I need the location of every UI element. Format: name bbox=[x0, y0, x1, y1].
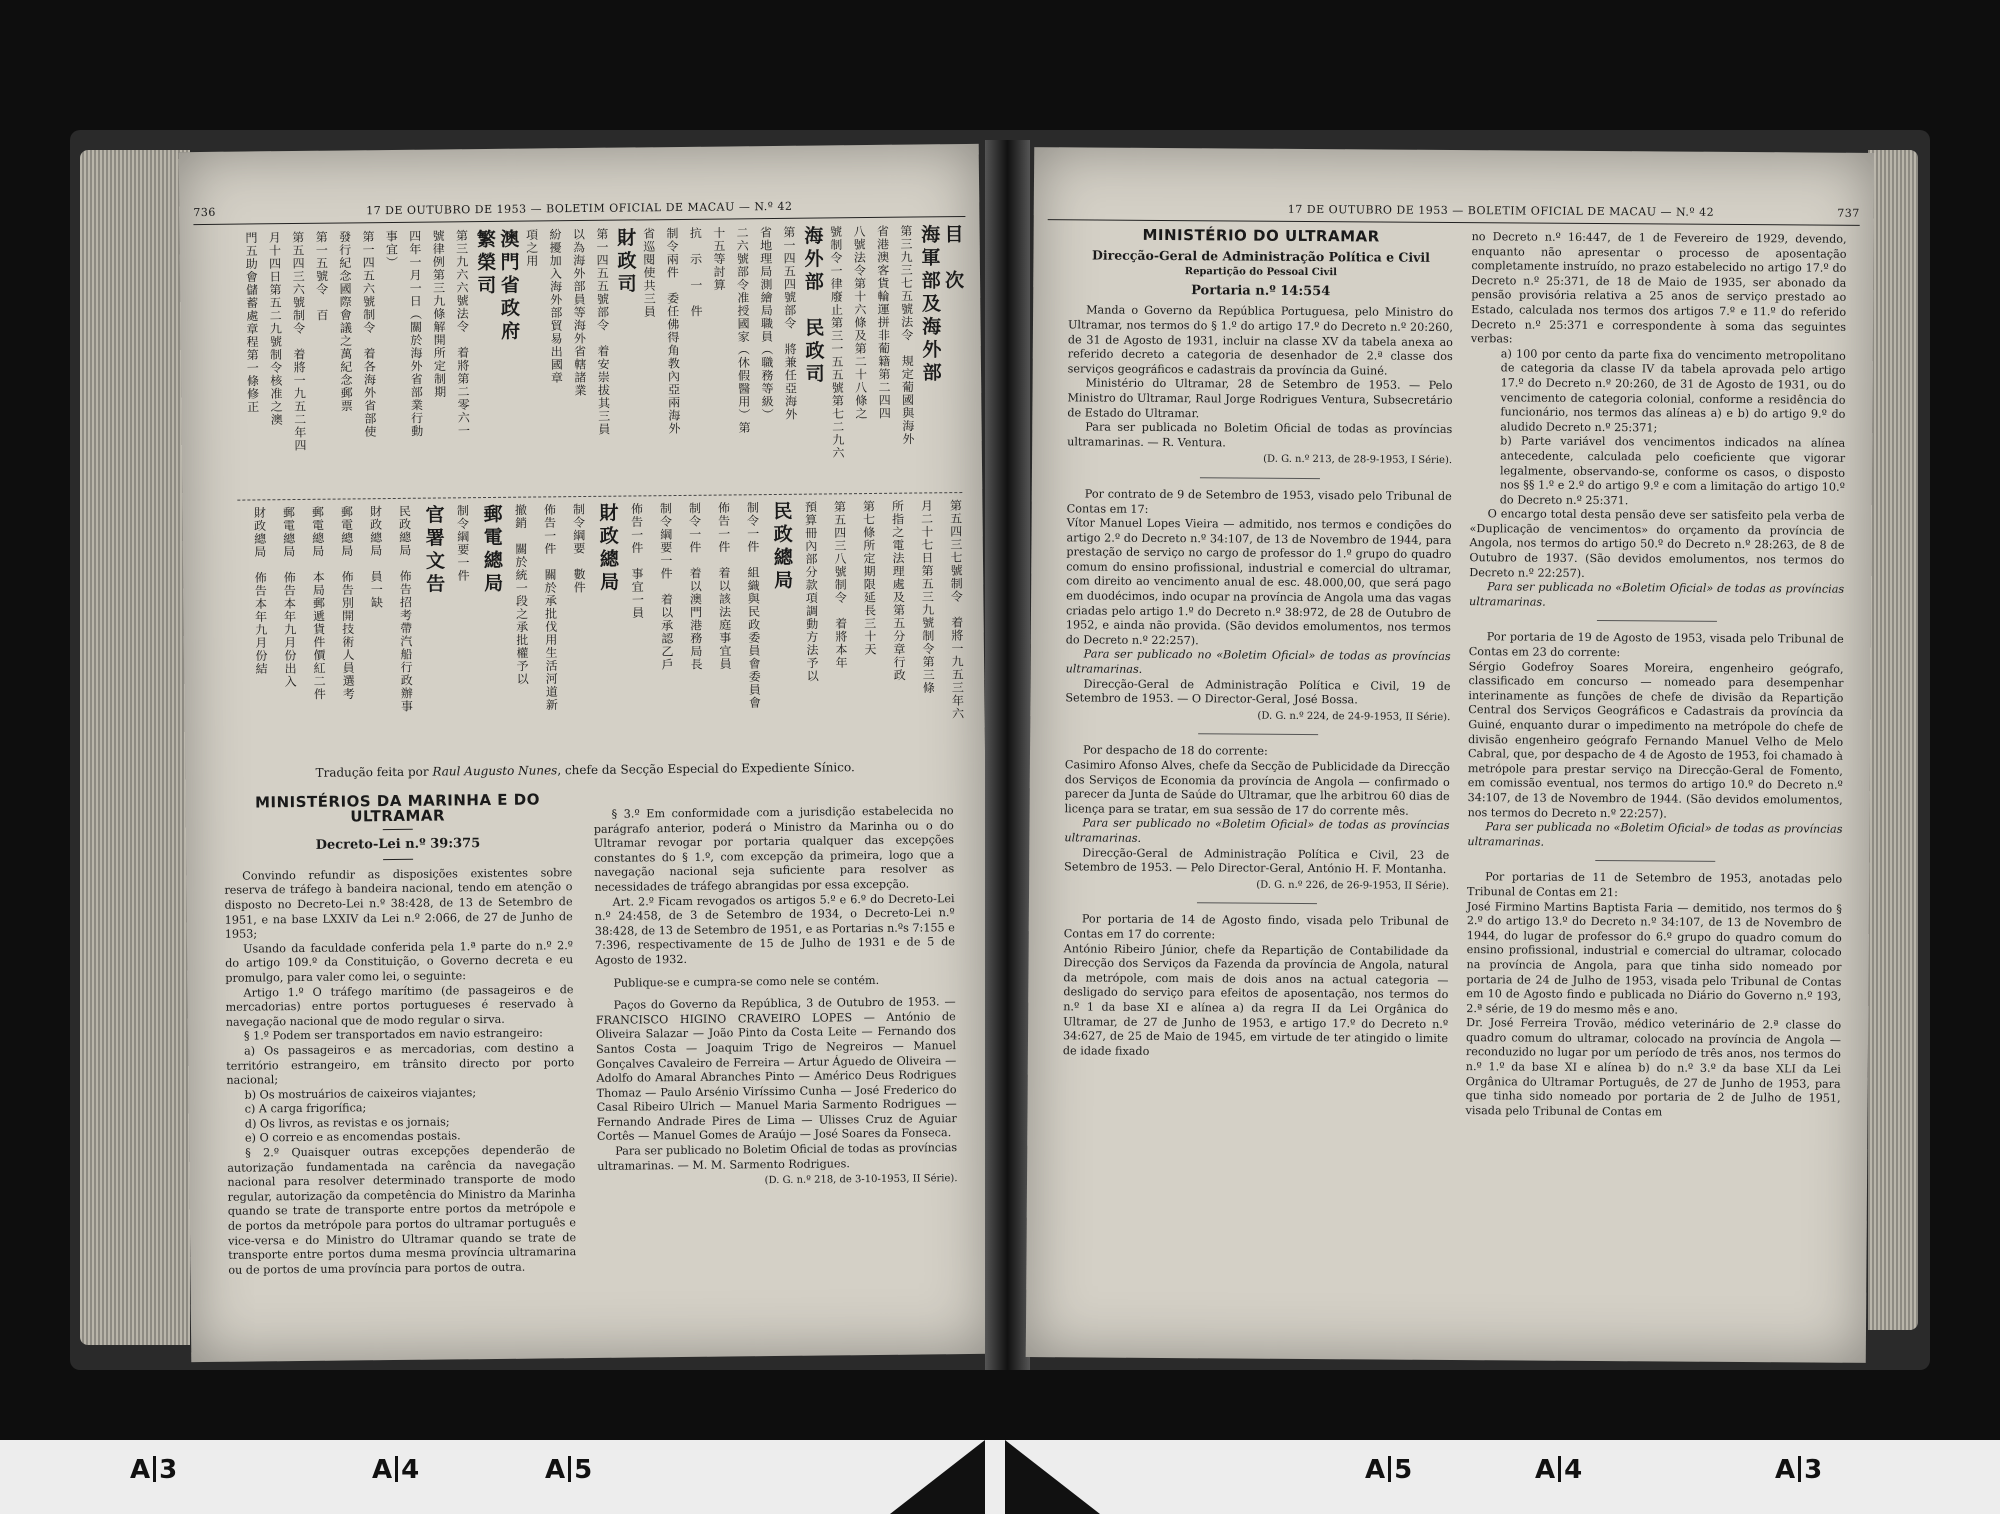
chinese-column: 民政總局 佈告招考帶汽船行政辦事 bbox=[397, 504, 414, 713]
portaria-paragraph: António Ribeiro Júnior, chefe da Repartição de Contabilidade da Direcção dos Serviços da Fazenda da província de Angola, natural da metrópole, com mais de dois anos na actual categoria — desligado do serviço para efeitos de aposentação, nos termos do n.º 1 da base XI e alínea a) da regra II da Lei Orgânica do Ultramar, de 27 de Junho de 1953, e artigo 17.º do Decreto n.º 34:627, de 25 de Maio de 1945, em virtude de ter atingido o limite de idade fixado bbox=[1062, 941, 1449, 1058]
microfilm-mark: A 3 bbox=[130, 1455, 178, 1485]
page-edges-left bbox=[80, 150, 190, 1345]
center-fold-marker bbox=[890, 1440, 1100, 1514]
portaria-paragraph: Direcção-Geral de Administração Política e Civil, 19 de Setembro de 1953. — O Director-Geral, José Bossa. bbox=[1065, 677, 1451, 707]
chinese-column: 佈告一件 事宜一員 bbox=[629, 502, 645, 620]
decree-paragraph: Art. 2.º Ficam revogados os artigos 5.º e 6.º do Decreto-Lei n.º 24:458, de 3 de Setembro de 1934, o Decreto-Lei n.º 38:428, de 13 de Setembro de 1951, e as Portarias n.ºs 7:155 e 7:396, respectivamente de 15 de Julho de 1931 e de 5 de Agosto de 1932. bbox=[594, 891, 956, 967]
chinese-column: 第五四三六號制令 着將一九五二年四 bbox=[290, 230, 308, 453]
chinese-column: 十五等討算 bbox=[711, 226, 727, 292]
chinese-column: 第五四三八號制令 着將本年 bbox=[832, 500, 849, 670]
left-page bbox=[179, 144, 992, 1362]
chinese-column: 第三九三七五號法令 規定葡國與海外 bbox=[898, 224, 916, 446]
portaria-paragraph: O encargo total desta pensão deve ser satisfeito pela verba de «Duplicação de vencimentos» do orçamento da província de Angola, nos termos do artigo 50.º do Decreto n.º 28:263, de 8 de Outubro de 1937. (São devidos emolumentos, nos termos do Decreto n.º 22:257). bbox=[1469, 507, 1845, 580]
portaria-paragraph: Por despacho de 18 do corrente: bbox=[1082, 743, 1268, 759]
section-title: Repartição do Pessoal Civil bbox=[1184, 266, 1337, 279]
section-divider bbox=[1199, 477, 1319, 479]
decree-title: Decreto-Lei n.º 39:375 bbox=[315, 836, 481, 854]
portaria-paragraph: Para ser publicado no «Boletim Oficial» de todas as províncias ultramarinas. bbox=[1065, 647, 1451, 676]
portaria-paragraph: Por contrato de 9 de Setembro de 1953, visado pelo Tribunal de Contas em 17: bbox=[1066, 487, 1452, 516]
microfilm-mark: A 5 bbox=[545, 1455, 593, 1485]
right-column-2 bbox=[1465, 230, 1846, 1121]
decree-paragraph: d) Os livros, as revistas e os jornais; bbox=[244, 1115, 450, 1131]
chinese-column: 海軍部及海外部 bbox=[918, 224, 942, 386]
chinese-column: 項之用 bbox=[524, 228, 539, 268]
chinese-column: 財政司 bbox=[614, 227, 637, 297]
chinese-column: 號律例第三九條解開所定制期 bbox=[430, 229, 447, 399]
microfilm-mark: A 4 bbox=[1535, 1455, 1583, 1485]
decree-paragraph: Para ser publicado no Boletim Oficial de todas as províncias ultramarinas. — M. M. Sarmento Rodrigues. bbox=[597, 1141, 958, 1173]
chinese-column: 省港澳客貨輪運拼非葡籍第二四四 bbox=[875, 224, 892, 420]
chinese-column: 財政總局 員一缺 bbox=[368, 505, 384, 610]
publication-reference: (D. G. n.º 218, de 3-10-1953, II Série). bbox=[764, 1173, 958, 1187]
chinese-column: 省地理局測繪局職員（職務等級） bbox=[758, 226, 775, 422]
right-page bbox=[1026, 147, 1874, 1363]
chinese-column: 事宜） bbox=[384, 229, 399, 270]
portaria-paragraph: Direcção-Geral de Administração Política e Civil, 23 de Setembro de 1953. — Pelo Director-Geral, António H. F. Montanha. bbox=[1064, 845, 1450, 877]
direction-title: Direcção-Geral de Administração Política e Civil bbox=[1092, 247, 1430, 265]
portaria-paragraph: Manda o Governo da República Portuguesa, pelo Ministro do Ultramar, nos termos do § 1.º do artigo 17.º do Decreto n.º 20:260, de 31 de Agosto de 1931, incluir na classe XV da tabela anexa ao referido decreto a categoria de desenhador de 2.ª classe dos serviços geográficos e cadastrais da província da Guiné. bbox=[1067, 303, 1454, 378]
decree-paragraph: a) Os passageiros e as mercadorias, com destino a território estrangeiro, em trânsito directo por porto nacional; bbox=[226, 1041, 575, 1087]
portaria-paragraph: Por portaria de 14 de Agosto findo, visada pelo Tribunal de Contas em 17 do corrente: bbox=[1063, 912, 1449, 942]
chinese-column: 郵電總局 本局郵遞貨件價紅二件 bbox=[310, 505, 327, 701]
decree-paragraph: § 1.º Podem ser transportados em navio estrangeiro: bbox=[243, 1026, 543, 1043]
chinese-column: 撤銷 關於統一段之承批權予以 bbox=[513, 503, 530, 686]
chinese-column: 第一四五六號制令 着各海外省部使 bbox=[360, 230, 378, 439]
chinese-column: 第一五號令 百 bbox=[314, 230, 330, 322]
chinese-column: 財政總局 佈告本年九月份結 bbox=[252, 506, 269, 676]
portaria-paragraph: b) Parte variável dos vencimentos indicados na alínea antecedente, calculada pelo coeficiente que vigorar legalmente, observando-se, conforme os casos, o disposto nos §§ 1.º e 2.º do artigo 9.º e com a limitação do artigo 10.º do Decreto n.º 25:371. bbox=[1499, 434, 1846, 507]
portaria-paragraph: Para ser publicada no «Boletim Oficial» de todas as províncias ultramarinas. bbox=[1469, 580, 1845, 609]
chinese-column: 號制令一律廢止第三一五五號第七二九六 bbox=[828, 225, 846, 460]
portaria-paragraph: Por portaria de 19 de Agosto de 1953, visada pelo Tribunal de Contas em 23 do corrente: bbox=[1468, 630, 1844, 660]
section-divider bbox=[1595, 860, 1715, 862]
microfilm-mark: A 3 bbox=[1775, 1455, 1823, 1485]
portaria-paragraph: Para ser publicada no «Boletim Oficial» de todas as províncias ultramarinas. bbox=[1467, 820, 1843, 849]
decree-paragraph: Artigo 1.º O tráfego marítimo (de passageiros e de mercadorias) entre portos portugueses é reservado à navegação nacional que de modo regular o sirva. bbox=[225, 982, 574, 1029]
section-divider bbox=[1198, 734, 1318, 736]
decree-paragraph: Convindo refundir as disposições existentes sobre reserva de tráfego à bandeira nacional, tendo em atenção o disposto no Decreto-Lei n.º 38:428, de 13 de Setembro de 1951, e na base LXXIV da Lei n.º 2:066, de 27 de Junho de 1953; bbox=[224, 865, 573, 941]
chinese-column: 海外部 民政司 bbox=[801, 225, 825, 387]
chinese-column: 官署文告 bbox=[422, 504, 446, 597]
chinese-column: 門五助會儲蓄處章程第一條修正 bbox=[243, 231, 260, 414]
decree-paragraph: c) A carga frigorífica; bbox=[244, 1101, 367, 1116]
chinese-column: 發行紀念國際會議之萬紀念郵票 bbox=[337, 230, 354, 413]
chinese-column: 郵電總局 bbox=[480, 503, 504, 597]
chinese-column: 第一四五四號部令 將兼任亞海外 bbox=[781, 225, 798, 421]
chinese-column: 佈告一件 着以該法庭事宜員 bbox=[716, 501, 733, 671]
chinese-column: 預算冊內部分款項調動方法予以 bbox=[803, 500, 820, 683]
page-edges-right bbox=[1868, 150, 1918, 1330]
decree-paragraph: b) Os mostruários de caixeiros viajantes; bbox=[244, 1085, 477, 1102]
chinese-column: 財政總局 bbox=[596, 502, 620, 595]
decree-paragraph: Publique-se e cumpra-se como nele se contém. bbox=[613, 973, 880, 990]
chinese-column: 佈告一件 關於承批伐用生活河道新 bbox=[542, 503, 559, 712]
chinese-column: 月二十七日第五三九號制令第三條 bbox=[919, 499, 936, 695]
publication-reference: (D. G. n.º 226, de 26-9-1953, II Série). bbox=[1256, 879, 1450, 892]
chinese-column: 制令兩件 委任佛得角教內亞兩海外 bbox=[664, 226, 682, 436]
portaria-paragraph: Ministério do Ultramar, 28 de Setembro de 1953. — Pelo Ministro do Ultramar, Raul Jorge Rodrigues Ventura, Subsecretário de Estado do Ultramar. bbox=[1067, 376, 1453, 420]
section-divider bbox=[1596, 620, 1716, 622]
chinese-column: 目 次 bbox=[941, 224, 965, 294]
chinese-column: 紛擾加入海外部貿易出國章 bbox=[547, 228, 564, 385]
chinese-column: 省巡閱使共三員 bbox=[641, 227, 657, 319]
book-spine bbox=[985, 140, 1030, 1370]
microfilm-mark: A 4 bbox=[372, 1455, 420, 1485]
decree-paragraph: Paços do Governo da República, 3 de Outubro de 1953. — FRANCISCO HIGINO CRAVEIRO LOPES — António de Oliveira Salazar — João Pinto da Costa Leite — Fernando dos Santos Costa — Joaquim Trigo de Negreiros — Manuel Gonçalves Cavaleiro de Ferreira — Artur Águedo de Oliveira — Adolfo do Amaral Abranches Pinto — Américo Deus Rodrigues Thomaz — Paulo Arsénio Viríssimo Cunha — José Frederico do Casal Ribeiro Ulrich — Manuel Maria Sarmento Rodrigues — Fernando Andrade Pires de Lima — Ulisses Cruz de Aguiar Cortês — Manuel Gomes de Araújo — José Soares da Fonseca. bbox=[595, 995, 957, 1144]
chinese-column: 制令綱要 數件 bbox=[571, 502, 587, 595]
ministry-title: MINISTÉRIOS DA MARINHA E DO ULTRAMAR bbox=[254, 790, 541, 826]
chinese-column: 制令綱要一件 着以承認乙戶 bbox=[658, 502, 675, 672]
chinese-column: 第七條所定期限延長三十天 bbox=[861, 499, 877, 657]
microfilm-mark: A 5 bbox=[1365, 1455, 1413, 1485]
right-column-1 bbox=[1063, 227, 1454, 1061]
running-title: 17 DE OUTUBRO DE 1953 — BOLETIM OFICIAL DE MACAU — N.º 42 bbox=[1287, 202, 1715, 219]
chinese-column: 郵電總局 佈告別開技術人員選考 bbox=[339, 505, 356, 701]
chinese-column: 第一四五五號部令 着安崇拔其三員 bbox=[594, 227, 611, 436]
portaria-paragraph: no Decreto n.º 16:447, de 1 de Fevereiro de 1929, devendo, enquanto não apresentar o processo de aposentação completamente instruído, no prazo estabelecido no artigo 17.º do Decreto n.º 25:371, de 18 de Maio de 1935, ser abonado da pensão provisória relativa a 25 anos de serviço prestado ao Estado, calculada nos termos dos artigos 7.º e 11.º do referido Decreto n.º 25:371 e correspondente à soma das seguintes verbas: bbox=[1470, 230, 1847, 346]
portaria-paragraph: Vítor Manuel Lopes Vieira — admitido, nos termos e condições do artigo 2.º do Decreto n.º 34:107, de 13 de Novembro de 1944, para prestação de serviço no cargo de professor do 1.º grupo do quadro comum do ensino profissional, industrial e comercial do ultramar, com direito ao vencimento anual de esc. 48.000,00, que será pago em duodécimos, indo ocupar na província de Angola uma das vagas criadas pelo artigo 1.º do Decreto n.º 38:972, de 28 de Outubro de 1952, e ainda não provida. (São devidos emolumentos, nos termos do Decreto n.º 22:257). bbox=[1065, 516, 1452, 648]
chinese-column: 八號法令第十六條及第二十八條之 bbox=[851, 225, 868, 421]
left-column bbox=[223, 792, 576, 1278]
chinese-column: 澳門省政府 bbox=[497, 228, 521, 344]
portaria-paragraph: Sérgio Godefroy Soares Moreira, engenheiro geógrafo, classificado em concurso — nomeado para desempenhar interinamente as funções de chefe de divisão da Repartição Central dos Serviços Geográficos e Cadastrais da província da Guiné, enquanto durar o impedimento na metrópole do chefe de divisão engenheiro geógrafo Fernando Manuel Velho de Melo Cabral, que, por despacho de 4 de Agosto de 1953, foi chamado à metrópole para prestar serviço na Direcção-Geral de Fomento, em comissão eventual, nos termos do artigo 10.º do Decreto n.º 34:107, de 13 de Novembro de 1944. (São devidos emolumentos, nos termos do Decreto n.º 22:257). bbox=[1467, 659, 1844, 821]
chinese-column: 第五四三七號制令 着將一九五三年六 bbox=[948, 499, 965, 721]
portaria-paragraph: Casimiro Afonso Alves, chefe da Secção de Publicidade da Direcção dos Serviços de Economia da província de Angola — confirmado o parecer da Junta de Saúde do Ultramar, que lhe arbitrou 60 dias de licença para se tratar, em sua sessão de 17 do corrente mês. bbox=[1064, 758, 1450, 818]
translation-credit: Tradução feita por Raul Augusto Nunes, chefe da Secção Especial do Expediente Sínico. bbox=[315, 760, 855, 780]
chinese-column: 四年一月一日（關於海外省部業行動 bbox=[407, 229, 424, 438]
decree-text-col2 bbox=[594, 804, 958, 1174]
portaria-title: Portaria n.º 14:554 bbox=[1191, 282, 1331, 299]
chinese-column: 制令綱要一件 bbox=[455, 504, 471, 583]
left-page-header bbox=[193, 198, 965, 226]
chinese-column: 制令一件 着以澳門港務局長 bbox=[687, 501, 704, 671]
right-column bbox=[594, 804, 958, 1191]
portaria-paragraph: José Firmino Martins Baptista Faria — demitido, nos termos do § 2.º do artigo 13.º do Decreto n.º 34:107, de 13 de Novembro de 1944, do lugar de professor do 6.º grupo do quadro comum do ensino profissional, industrial e comercial do ultramar, colocado na província de Angola, para que tinha sido nomeado por portaria de 24 de Julho de 1953, visada pelo Tribunal de Contas em 10 de Agosto findo e publicada no Diário do Governo n.º 193, 2.ª série, de 19 do mesmo mês e ano. bbox=[1466, 899, 1842, 1017]
publication-reference: (D. G. n.º 213, de 28-9-1953, I Série). bbox=[1263, 454, 1453, 467]
page-number: 737 bbox=[1837, 206, 1860, 220]
chinese-column: 郵電總局 佈告本年九月份出入 bbox=[281, 506, 298, 689]
portaria-paragraph: Para ser publicado no «Boletim Oficial» de todas as províncias ultramarinas. bbox=[1064, 816, 1450, 845]
chinese-table-of-contents bbox=[235, 224, 966, 767]
decree-paragraph: § 2.º Quaisquer outras excepções dependerão de autorização fundamentada na carência da navegação nacional para resolver determinado transporte de modo regular, autorização da competência do Ministro da Marinha quando se trate de transporte entre portos da metrópole e de portos da metrópole para portos do ultramar português e vice-versa e do Ministro do Ultramar quando se trate de transporte entre portos duma mesma província ultramarina ou de portos de uma província para portos de outra. bbox=[227, 1143, 577, 1277]
section-divider bbox=[1196, 903, 1316, 905]
chinese-column: 抗 示 一 件 bbox=[688, 226, 704, 318]
chinese-column: 二六號部令准授國家（休假醫用）第 bbox=[735, 226, 752, 435]
portaria-paragraph: Para ser publicada no Boletim Oficial de todas as províncias ultramarinas. — R. Ventura. bbox=[1067, 420, 1453, 450]
ministry-title: MINISTÉRIO DO ULTRAMAR bbox=[1142, 225, 1380, 246]
decree-paragraph: e) O correio e as encomendas postais. bbox=[244, 1129, 461, 1146]
portaria-paragraph: Por portarias de 11 de Setembro de 1953, anotadas pelo Tribunal de Contas em 21: bbox=[1467, 870, 1843, 900]
decree-paragraph: § 3.º Em conformidade com a jurisdição estabelecida no parágrafo anterior, poderá o Ministro da Marinha ou o do Ultramar revogar por portaria qualquer das excepções constantes do § 1.º, com excepção da primeira, logo que a navegação nacional seja suficiente para resolver as necessidades de tráfego abrangidas por essa excepção. bbox=[593, 804, 955, 894]
decree-paragraph: Usando da faculdade conferida pela 1.ª parte do n.º 2.º do artigo 109.º da Constituição, o Governo decreta e eu promulgo, para valer como lei, o seguinte: bbox=[225, 938, 574, 985]
chinese-column: 以為海外部員等海外省轄諸業 bbox=[571, 227, 588, 398]
chinese-column: 第三九六六號法令 着將第二零六一 bbox=[454, 229, 471, 438]
portaria-paragraph: a) 100 por cento da parte fixa do vencimento metropolitano de categoria da classe IV da tabela aprovada pelo artigo 17.º do Decreto n.º 20:260, de 31 de Agosto de 1931, ou do vencimento de categoria colonial, conforme a residência do funcionário, nos termos das alíneas a) e b) do artigo 9.º do aludido Decreto n.º 25:371; bbox=[1500, 347, 1846, 435]
publication-reference: (D. G. n.º 224, de 24-9-1953, II Série). bbox=[1257, 710, 1451, 723]
chinese-column: 繁榮司 bbox=[473, 228, 497, 299]
portaria-paragraph: Dr. José Ferreira Trovão, médico veterinário de 2.ª classe do quadro comum do ultramar, colocado na província de Angola — reconduzido no lugar por um período de três anos, nos termos do n.º 1.º da base XI e alínea b) do n.º 3.º da base XLI da Lei Orgânica do Ultramar Português, de 27 de Junho de 1953, para que tinha sido nomeado por portaria de 2 de Julho de 1951, visada pelo Tribunal de Contas em bbox=[1465, 1016, 1842, 1119]
running-title: 17 DE OUTUBRO DE 1953 — BOLETIM OFICIAL DE MACAU — N.º 42 bbox=[366, 199, 793, 218]
chinese-column: 所指之電法理處及第五分章行政 bbox=[890, 499, 907, 682]
decree-text-col1 bbox=[224, 866, 576, 1278]
chinese-column: 制令一件 組織與民政委員會委員會 bbox=[745, 501, 762, 710]
page-number: 736 bbox=[193, 205, 216, 220]
chinese-column: 月十四日第五二九號制令核准之澳 bbox=[267, 231, 284, 427]
chinese-column: 民政總局 bbox=[770, 500, 794, 594]
